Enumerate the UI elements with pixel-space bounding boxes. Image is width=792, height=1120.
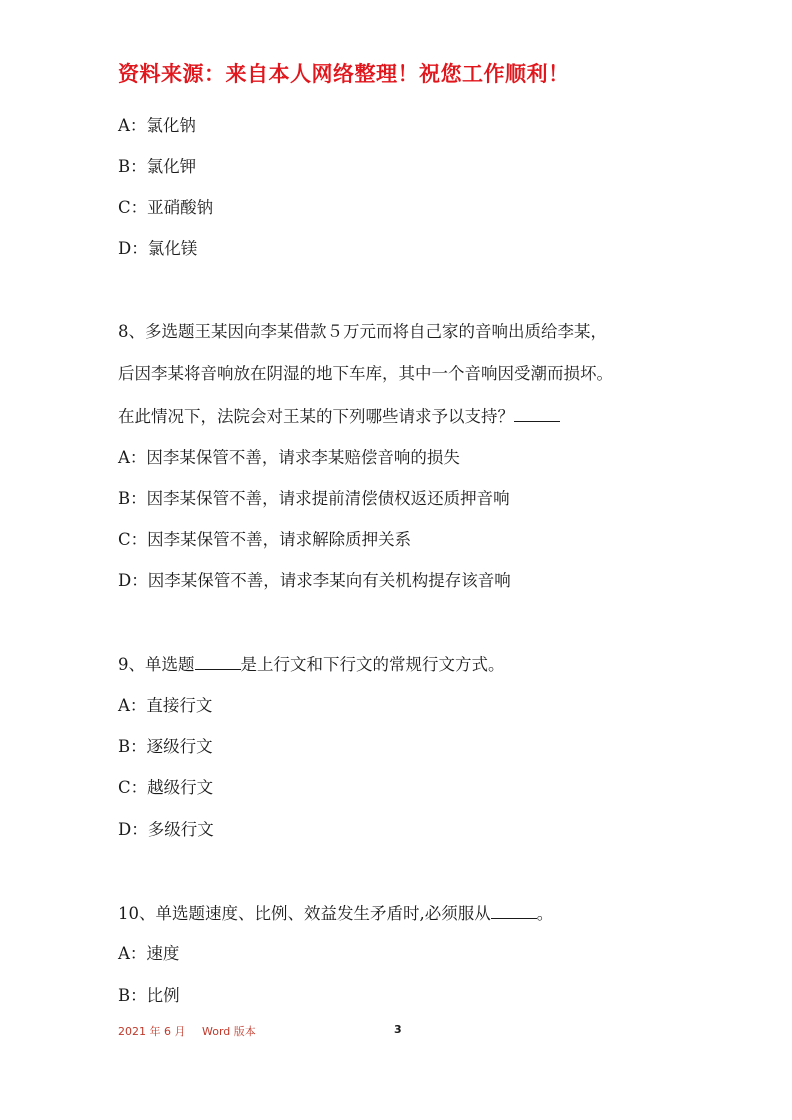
footer-date: 2021 年 6 月 xyxy=(118,1025,186,1038)
q10-option-a: A：速度 xyxy=(118,944,180,963)
q8-stem-text: 在此情况下，法院会对王某的下列哪些请求予以支持？ xyxy=(118,407,514,426)
answer-blank xyxy=(514,406,560,422)
q9-stem-suffix: 是上行文和下行文的常规行文方式。 xyxy=(240,655,505,674)
q10-option-b: B：比例 xyxy=(118,986,180,1005)
q8-option-a: A：因李某保管不善，请求李某赔偿音响的损失 xyxy=(118,448,460,467)
q10-stem xyxy=(118,903,553,924)
q8-option-d: D：因李某保管不善，请求李某向有关机构提存该音响 xyxy=(118,571,511,590)
q9-option-c: C：越级行文 xyxy=(118,778,214,797)
footer-version: Word 版本 xyxy=(202,1025,256,1038)
q9-option-d: D：多级行文 xyxy=(118,820,214,839)
q7-option-d: D：氯化镁 xyxy=(118,239,198,258)
q7-option-c: C：亚硝酸钠 xyxy=(118,198,214,217)
q10-stem-suffix: 。 xyxy=(536,904,554,923)
q8-option-c: C：因李某保管不善，请求解除质押关系 xyxy=(118,530,412,549)
q7-option-a: A：氯化钠 xyxy=(118,116,196,135)
q8-stem-line3 xyxy=(118,406,560,427)
answer-blank xyxy=(195,654,241,670)
q8-stem-line2: 后因李某将音响放在阴湿的地下车库，其中一个音响因受潮而损坏。 xyxy=(118,364,613,383)
page-number: 3 xyxy=(394,1023,402,1036)
q9-option-b: B：逐级行文 xyxy=(118,737,213,756)
q9-stem-prefix: 9、单选题 xyxy=(118,655,195,674)
q9-stem xyxy=(118,654,505,675)
source-banner: 资料来源：来自本人网络整理！祝您工作顺利！ xyxy=(118,62,570,86)
q7-option-b: B：氯化钾 xyxy=(118,157,197,176)
q8-option-b: B：因李某保管不善，请求提前清偿债权返还质押音响 xyxy=(118,489,510,508)
answer-blank xyxy=(491,903,537,919)
q10-stem-prefix: 10、单选题速度、比例、效益发生矛盾时,必须服从 xyxy=(118,904,491,923)
q9-option-a: A：直接行文 xyxy=(118,696,213,715)
q8-stem-line1: 8、多选题王某因向李某借款５万元而将自己家的音响出质给李某， xyxy=(118,322,607,341)
